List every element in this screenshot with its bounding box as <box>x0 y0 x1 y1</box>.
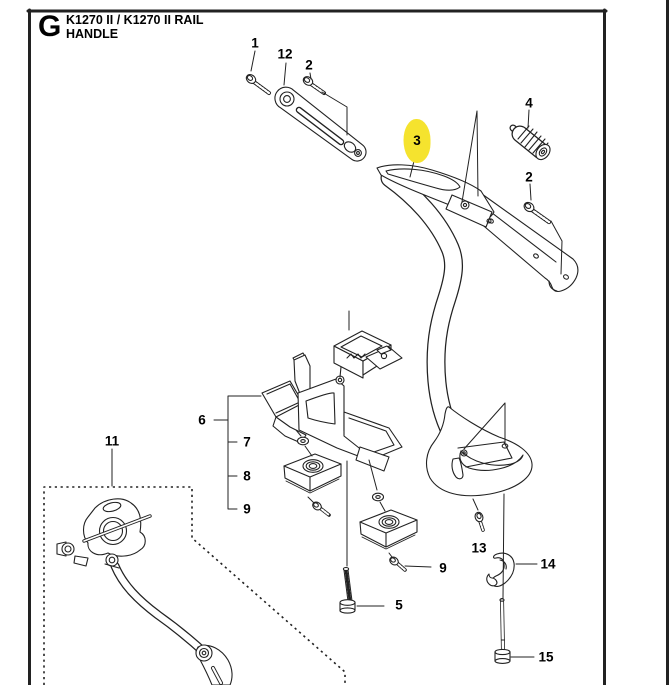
part-7-washer-left <box>298 437 309 445</box>
part-1-screw <box>245 73 269 93</box>
callout-2[interactable]: 2 <box>305 57 313 73</box>
part-11-clamp-assembly <box>57 499 232 685</box>
part-14-hook <box>487 553 514 586</box>
part-9-screw-right <box>388 555 405 570</box>
callout-4[interactable]: 4 <box>525 95 533 111</box>
callout-12[interactable]: 12 <box>277 46 293 62</box>
diagram-title: K1270 II / K1270 II RAIL <box>66 13 204 27</box>
part-7-washer-right <box>373 493 384 501</box>
diagram-subtitle: HANDLE <box>66 27 119 41</box>
part-2-screw-lower <box>522 201 549 222</box>
callout-5[interactable]: 5 <box>395 597 403 613</box>
part-8-pad-right <box>360 510 417 549</box>
callout-14[interactable]: 14 <box>540 556 556 572</box>
callout-7[interactable]: 7 <box>243 434 251 450</box>
callout-9[interactable]: 9 <box>439 560 447 576</box>
part-12-link <box>275 87 366 161</box>
callout-3-highlighted[interactable]: 3 <box>404 119 431 163</box>
part-8-pad-left <box>284 454 341 493</box>
callout-6[interactable]: 6 <box>198 412 206 428</box>
part-2-screw-upper <box>302 75 324 93</box>
part-6-bracket <box>262 331 402 471</box>
part-15-bolt <box>495 599 510 664</box>
part-4-knob <box>513 126 553 162</box>
part-13-screw <box>474 511 484 530</box>
section-letter: G <box>38 10 61 43</box>
callout-11[interactable]: 11 <box>104 433 120 449</box>
part-5-bolt <box>340 568 355 614</box>
callout-2[interactable]: 2 <box>525 169 533 185</box>
callout-1[interactable]: 1 <box>251 35 259 51</box>
callout-13[interactable]: 13 <box>471 540 487 556</box>
callout-8[interactable]: 8 <box>243 468 251 484</box>
callout-15[interactable]: 15 <box>538 649 554 665</box>
callout-9[interactable]: 9 <box>243 501 251 517</box>
